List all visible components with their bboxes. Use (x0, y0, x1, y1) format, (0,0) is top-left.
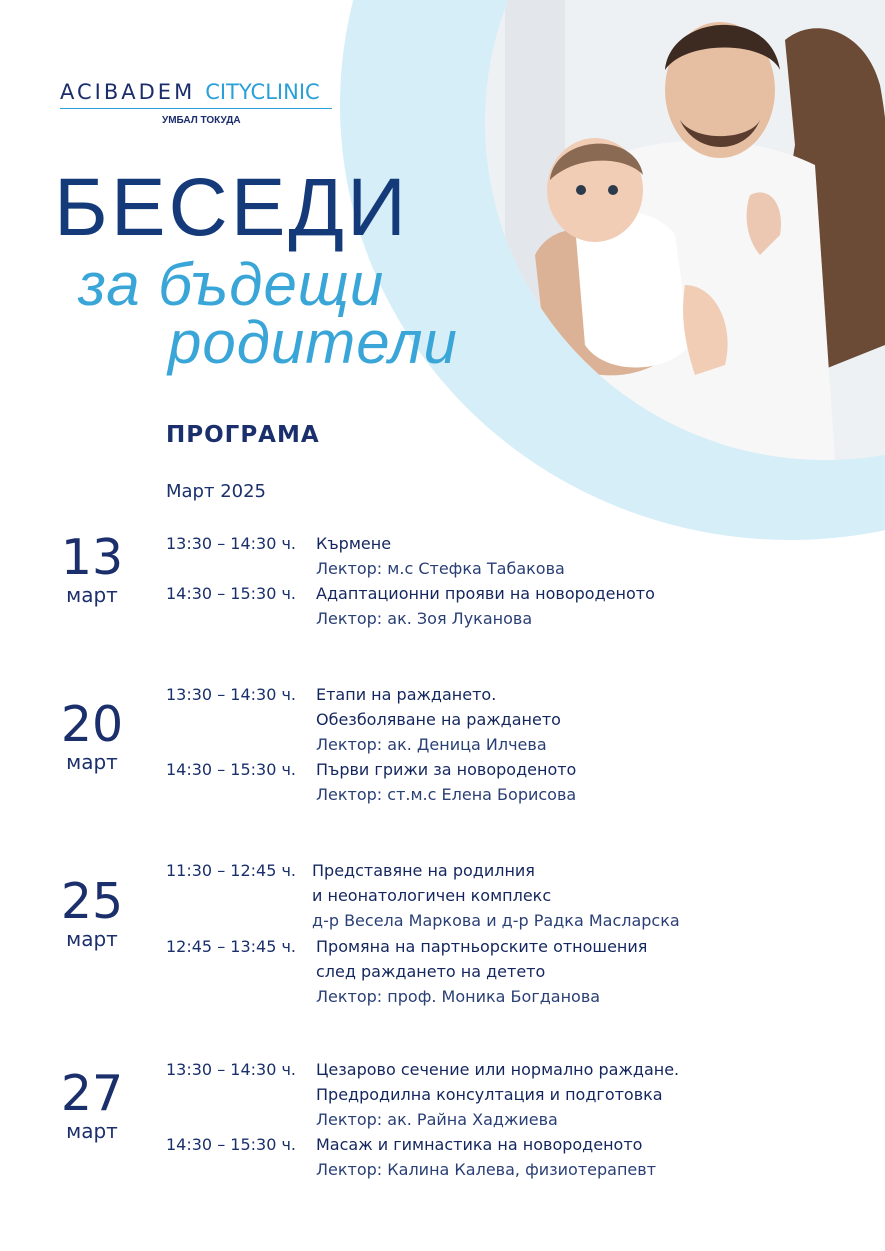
day-number: 27 (60, 1065, 124, 1122)
topic-title: Представяне на родилния (312, 861, 535, 880)
day-badge-13 (58, 529, 126, 607)
lecturer: Лектор: ак. Райна Хаджиева (316, 1110, 558, 1129)
lecturer: д-р Весела Маркова и д-р Радка Масларска (312, 911, 680, 930)
topic-title: Промяна на партньорските отношения (316, 937, 648, 956)
program-heading: ПРОГРАМА (166, 422, 320, 448)
topic-title: Първи грижи за новороденото (316, 760, 577, 779)
topic-title: Адаптационни прояви на новороденото (316, 584, 655, 603)
day-badge-25 (58, 873, 126, 951)
topic-title-cont: Обезболяване на раждането (316, 710, 561, 729)
lecturer: Лектор: м.с Стефка Табакова (316, 559, 565, 578)
month-year: Март 2025 (166, 481, 267, 502)
lecturer: Лектор: ак. Зоя Луканова (316, 609, 533, 628)
time-range: 12:45 – 13:45 ч. (166, 937, 297, 956)
logo-divider (60, 108, 332, 109)
time-range: 13:30 – 14:30 ч. (166, 534, 297, 553)
lecturer: Лектор: Калина Калева, физиотерапевт (316, 1160, 657, 1179)
headline-subtitle-line1: за бъдещи (78, 251, 385, 318)
day-month-label: март (66, 927, 118, 951)
topic-title: Цезарово сечение или нормално раждане. (316, 1060, 680, 1079)
day-badge-20 (58, 696, 126, 774)
day-number: 20 (60, 696, 124, 753)
time-range: 13:30 – 14:30 ч. (166, 1060, 297, 1079)
day-number: 13 (60, 529, 124, 586)
topic-title: Кърмене (316, 534, 392, 553)
day-month-label: март (66, 750, 118, 774)
time-range: 14:30 – 15:30 ч. (166, 584, 297, 603)
day-month-label: март (66, 1119, 118, 1143)
brand-logo (60, 80, 335, 126)
lecturer: Лектор: ст.м.с Елена Борисова (316, 785, 577, 804)
logo-acibadem: ACIBADEM (60, 80, 196, 104)
headline-title: БЕСЕДИ (54, 162, 409, 253)
topic-title-cont: след раждането на детето (316, 962, 546, 981)
day-number: 25 (60, 873, 124, 930)
topic-title: Масаж и гимнастика на новороденото (316, 1135, 643, 1154)
day-badge-27 (58, 1065, 126, 1143)
headline-subtitle-line2: родители (168, 309, 458, 376)
time-range: 14:30 – 15:30 ч. (166, 760, 297, 779)
logo-tagline: УМБАЛ ТОКУДА (162, 115, 241, 126)
time-range: 13:30 – 14:30 ч. (166, 685, 297, 704)
topic-title-cont: и неонатологичен комплекс (312, 886, 552, 905)
time-range: 14:30 – 15:30 ч. (166, 1135, 297, 1154)
time-range: 11:30 – 12:45 ч. (166, 861, 297, 880)
day-month-label: март (66, 583, 118, 607)
topic-title: Етапи на раждането. (316, 685, 497, 704)
family-photo (485, 0, 885, 460)
logo-cityclinic: CITYCLINIC (205, 80, 320, 104)
topic-title-cont: Предродилна консултация и подготовка (316, 1085, 663, 1104)
lecturer: Лектор: проф. Моника Богданова (316, 987, 601, 1006)
lecturer: Лектор: ак. Деница Илчева (316, 735, 547, 754)
